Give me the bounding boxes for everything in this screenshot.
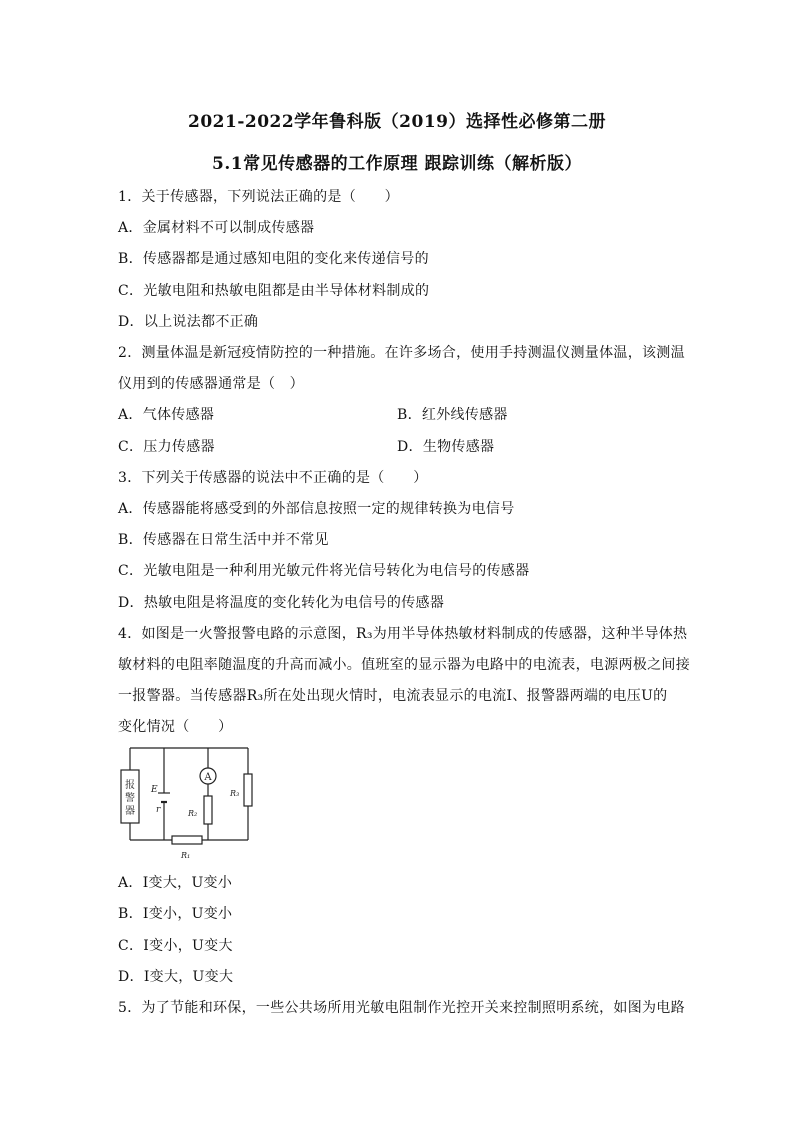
- q2-stem-line1: 2．测量体温是新冠疫情防控的一种措施。在许多场合，使用手持测温仪测量体温，该测温: [118, 345, 685, 361]
- q1-option-c: C．光敏电阻和热敏电阻都是由半导体材料制成的: [118, 283, 430, 299]
- q2-option-b: B．红外线传感器: [397, 407, 508, 423]
- document-subtitle: 5.1常见传感器的工作原理 跟踪训练（解析版）: [212, 154, 582, 174]
- r1-label: R₁: [181, 851, 191, 860]
- q4-stem-line1: 4．如图是一火警报警电路的示意图，R₃为用半导体热敏材料制成的传感器，这种半导体热: [118, 626, 688, 642]
- q4-option-d: D．I变大，U变大: [118, 969, 234, 985]
- q1-option-a: A．金属材料不可以制成传感器: [118, 220, 315, 236]
- resistor-r1: [172, 836, 202, 844]
- q1-option-d: D．以上说法都不正确: [118, 314, 259, 330]
- q3-option-a: A．传感器能将感受到的外部信息按照一定的规律转换为电信号: [118, 501, 515, 517]
- q3-option-b: B．传感器在日常生活中并不常见: [118, 532, 329, 548]
- resistor-r2: [204, 796, 212, 824]
- q4-stem-line4: 变化情况（ ）: [118, 719, 233, 735]
- alarm-label-2: 警: [125, 793, 135, 804]
- ammeter-label: A: [204, 772, 212, 783]
- q5-stem-line1: 5．为了节能和环保，一些公共场所用光敏电阻制作光控开关来控制照明系统，如图为电路: [118, 1000, 685, 1016]
- q4-option-c: C．I变小，U变大: [118, 938, 233, 954]
- r2-label: R₂: [188, 809, 198, 818]
- q1-stem: 1．关于传感器，下列说法正确的是（ ）: [118, 189, 399, 205]
- q4-option-b: B．I变小，U变小: [118, 906, 233, 922]
- alarm-label-1: 报: [125, 780, 135, 791]
- emf-label: E: [151, 785, 158, 795]
- q4-stem-line2: 敏材料的电阻率随温度的升高而减小。值班室的显示器为电路中的电流表，电源两极之间接: [118, 657, 690, 673]
- r3-label: R₃: [230, 789, 240, 798]
- q1-option-b: B．传感器都是通过感知电阻的变化来传递信号的: [118, 251, 429, 267]
- q4-option-a: A．I变大，U变小: [118, 875, 233, 891]
- q2-option-c: C．压力传感器: [118, 439, 215, 455]
- q2-stem-line2: 仪用到的传感器通常是（ ）: [118, 376, 304, 392]
- q4-stem-line3: 一报警器。当传感器R₃所在处出现火情时，电流表显示的电流I、报警器两端的电压U的: [118, 688, 668, 704]
- internal-resistance-label: r: [156, 805, 161, 815]
- alarm-label-3: 器: [125, 806, 135, 817]
- q3-option-d: D．热敏电阻是将温度的变化转化为电信号的传感器: [118, 595, 445, 611]
- q2-option-d: D．生物传感器: [397, 439, 495, 455]
- q3-stem: 3．下列关于传感器的说法中不正确的是（ ）: [118, 470, 428, 486]
- circuit-diagram: [118, 744, 258, 866]
- q3-option-c: C．光敏电阻是一种利用光敏元件将光信号转化为电信号的传感器: [118, 563, 530, 579]
- q2-option-a: A．气体传感器: [118, 407, 215, 423]
- resistor-r3: [244, 774, 252, 806]
- document-title: 2021-2022学年鲁科版（2019）选择性必修第二册: [188, 112, 606, 132]
